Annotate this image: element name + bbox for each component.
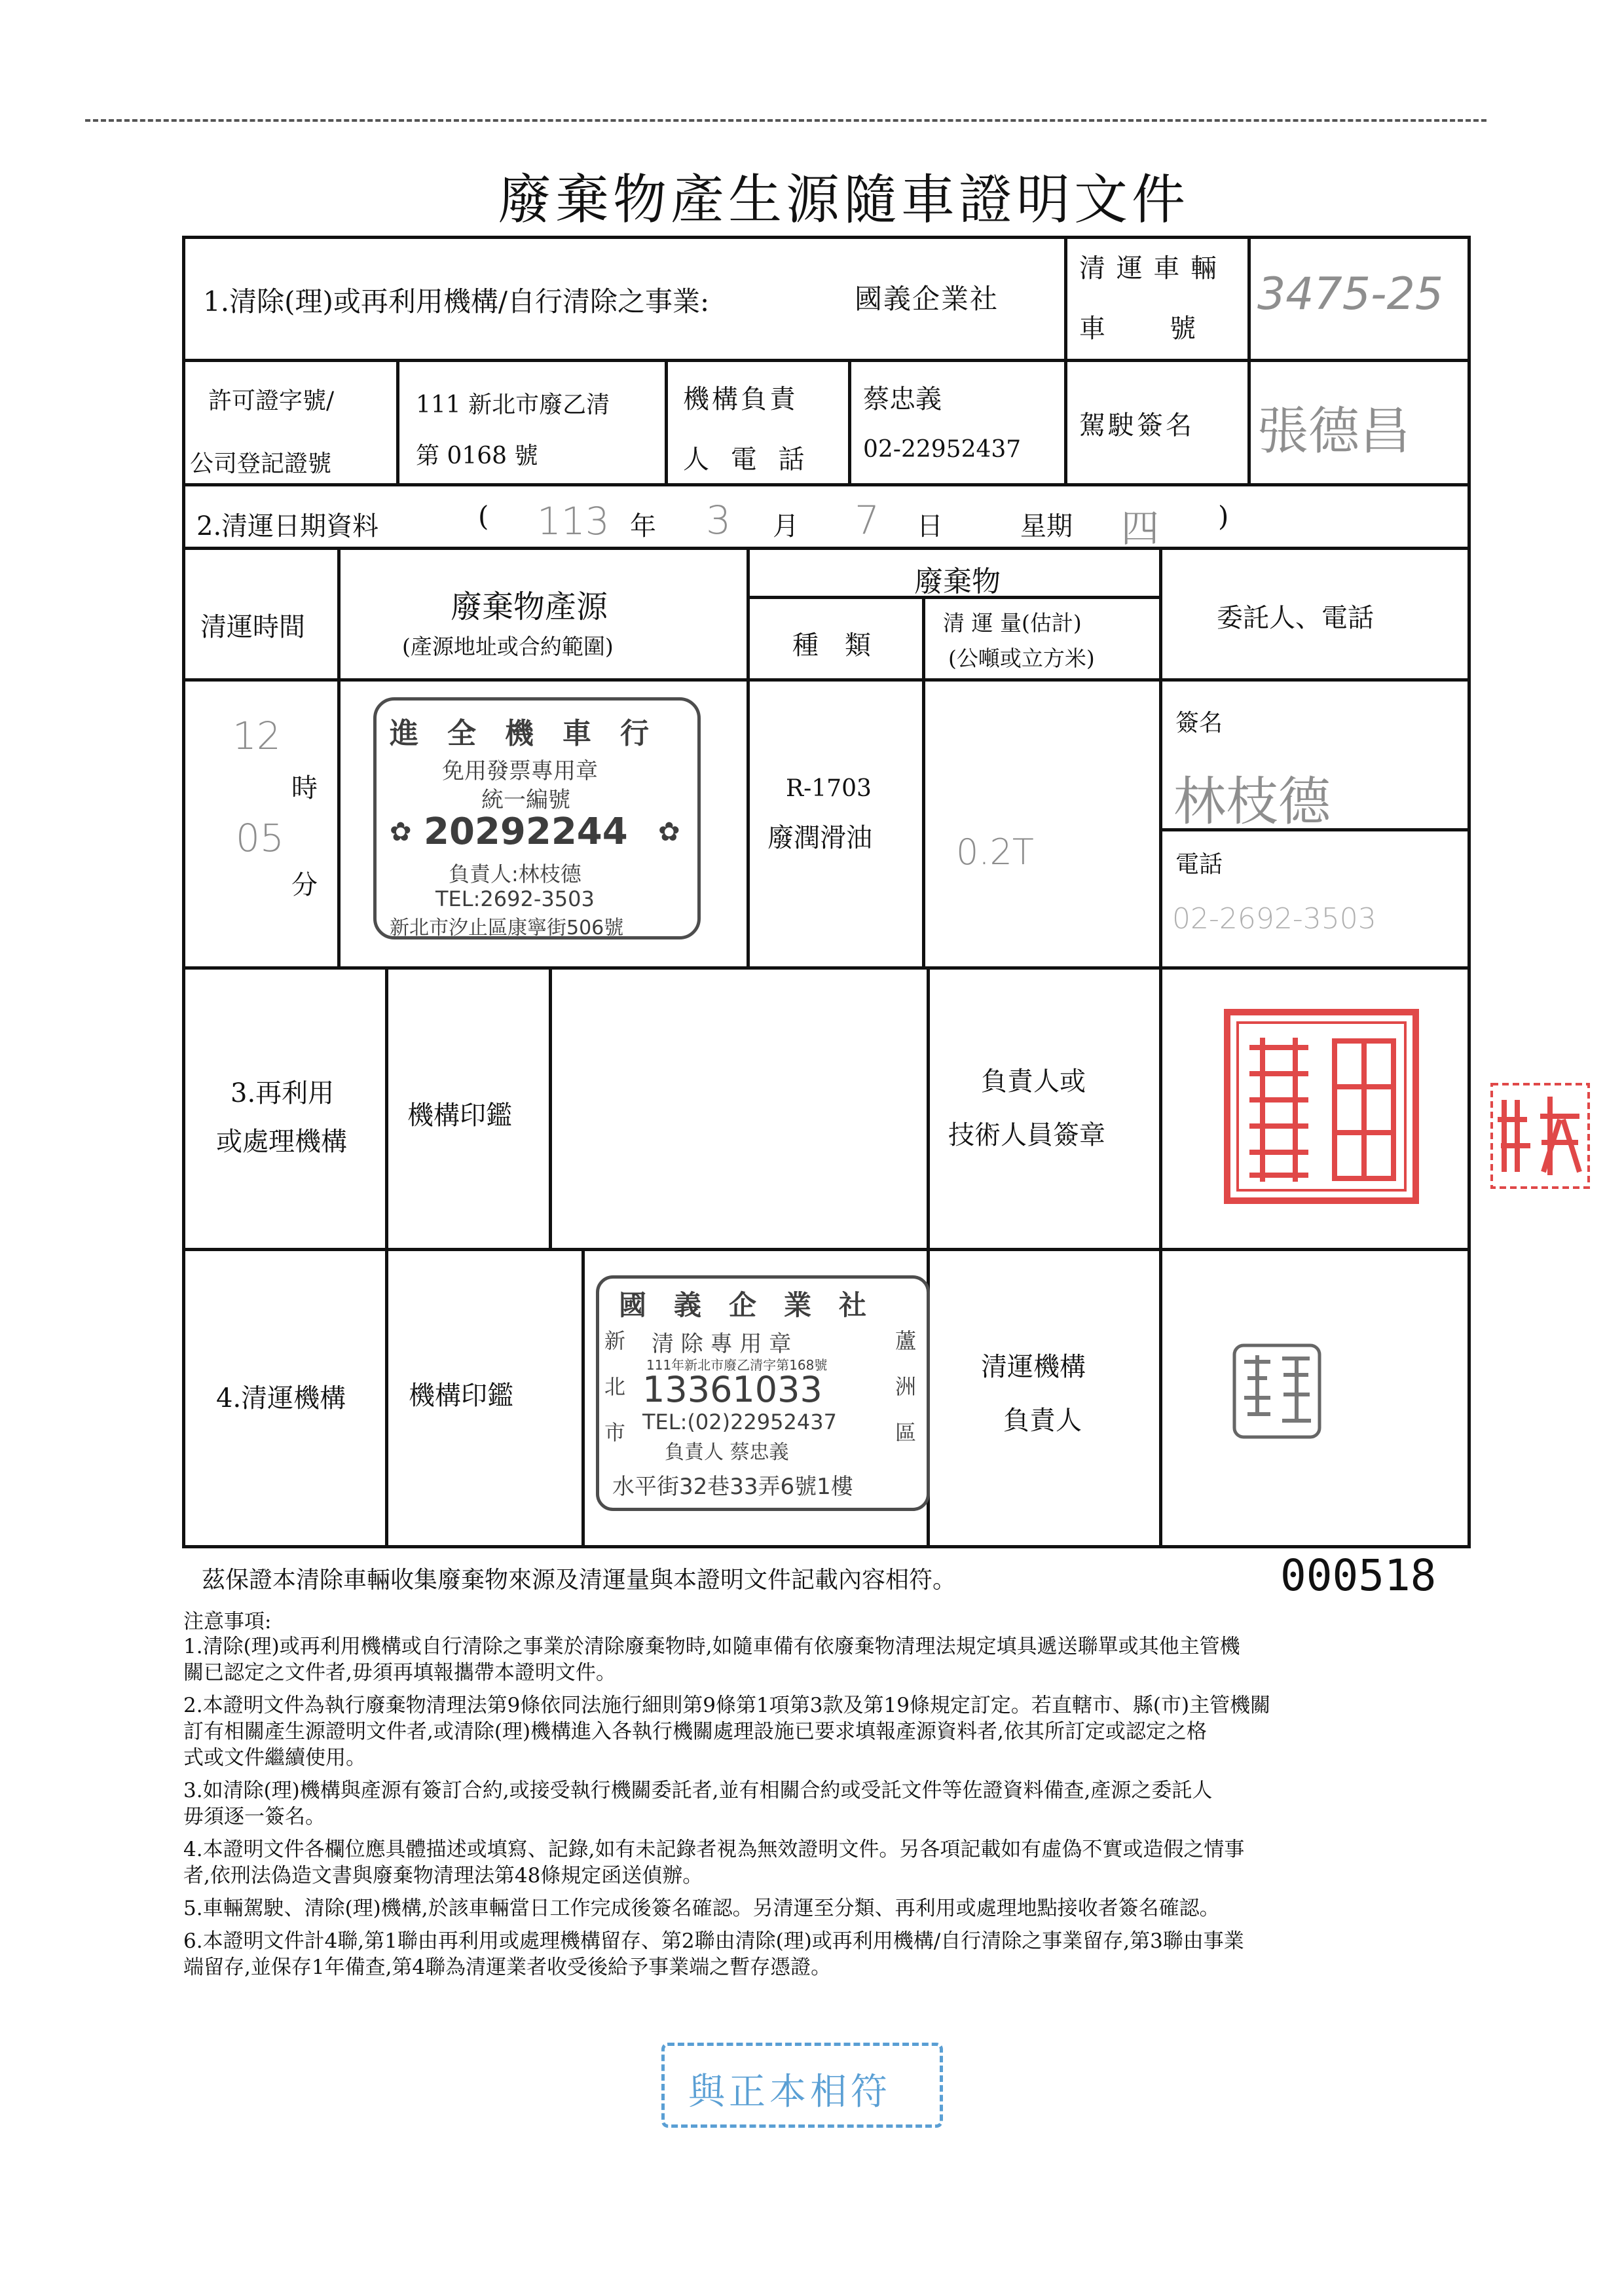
- time-minute-unit: 分: [291, 870, 318, 900]
- date-weekday-label: 星期: [1020, 511, 1073, 541]
- note-line: 訂有相關產生源證明文件者,或清除(理)機構進入各執行機關處理設施已要求填報產源資料者,依其所訂定或認定之格: [183, 1720, 1207, 1743]
- owner-phone: 02-22952437: [863, 436, 1022, 463]
- note-line: 6.本證明文件計4聯,第1聯由再利用或處理機構留存、第2聯由清除(理)或再利用機構/自行清除之事業留存,第3聯由事業: [183, 1929, 1244, 1953]
- vehicle-number: 3475-25: [1257, 268, 1444, 320]
- col-waste-header: 廢棄物: [914, 565, 1001, 598]
- gray-owner-seal: [1231, 1342, 1323, 1440]
- client-signature: 林枝德: [1173, 771, 1331, 832]
- date-year-unit: 年: [630, 511, 656, 541]
- section4-owner-label-1: 清運機構: [981, 1352, 1086, 1382]
- section3-seal-label: 機構印鑑: [407, 1101, 512, 1131]
- company-name: 國義企業社: [855, 283, 999, 315]
- red-square-seal: [1223, 1008, 1420, 1205]
- license-number-2: 第 0168 號: [416, 443, 538, 469]
- client-sign-label: 簽名: [1175, 710, 1223, 737]
- time-minute: 05: [236, 816, 284, 860]
- guarantee-statement: 茲保證本清除車輛收集廢棄物來源及清運量與本證明文件記載內容相符。: [202, 1567, 957, 1594]
- waste-name: 廢潤滑油: [767, 823, 872, 853]
- date-day-unit: 日: [917, 511, 943, 541]
- note-line: 者,依刑法偽造文書與廢棄物清理法第48條規定函送偵辦。: [183, 1864, 703, 1887]
- license-number-1: 111 新北市廢乙清: [416, 392, 610, 418]
- note-line: 關已認定之文件者,毋須再填報攜帶本證明文件。: [183, 1661, 616, 1685]
- col-client-header: 委託人、電話: [1217, 603, 1374, 633]
- driver-label: 駕駛簽名: [1079, 410, 1194, 441]
- time-hour: 12: [232, 714, 281, 758]
- owner-label-1: 機構負責: [683, 384, 798, 414]
- time-hour-unit: 時: [291, 773, 318, 803]
- vehicle-label-2: 車 號: [1079, 314, 1200, 344]
- section4-seal-label: 機構印鑑: [409, 1381, 513, 1411]
- note-line: 4.本證明文件各欄位應具體描述或填寫、記錄,如有未記錄者視為無效證明文件。另各項記載如有虛偽不實或造假之情事: [183, 1838, 1245, 1861]
- vehicle-label-1: 清 運 車 輛: [1079, 253, 1219, 283]
- section4-owner-label-2: 負責人: [1003, 1406, 1082, 1436]
- section4-label: 4.清運機構: [216, 1383, 346, 1413]
- waste-amount: 0.2T: [956, 831, 1034, 873]
- section3-label-2: 或處理機構: [216, 1127, 347, 1157]
- driver-signature: 張德昌: [1257, 402, 1411, 461]
- license-label-2: 公司登記證號: [190, 450, 332, 477]
- source-company-stamp: 進 全 機 車 行 免用發票專用章 統一編號 20292244 ✿ ✿ 負責人:林枝德 TEL:2692-3503 新北市汐止區康寧街506號: [373, 697, 701, 939]
- date-year: 113: [537, 499, 610, 543]
- col-amount-subheader: (公噸或立方米): [948, 646, 1095, 671]
- client-phone: 02-2692-3503: [1172, 902, 1376, 936]
- transport-company-stamp: 國 義 企 業 社 清 除 專 用 章 111年新北市廢乙清字第168號 13361033 TEL:(02)22952437 負責人 蔡忠義 水平街32巷33弄6號1樓 新 北 市 蘆 洲 區: [596, 1275, 930, 1511]
- waste-code: R-1703: [786, 775, 872, 802]
- note-line: 式或文件繼續使用。: [183, 1746, 366, 1770]
- client-phone-label: 電話: [1175, 851, 1223, 878]
- col-source-header: 廢棄物產源: [451, 589, 608, 625]
- date-weekday: 四: [1121, 506, 1160, 551]
- col-time-header: 清運時間: [200, 612, 305, 642]
- note-line: 5.車輛駕駛、清除(理)機構,於該車輛當日工作完成後簽名確認。另清運至分類、再利用或處理地點接收者簽名確認。: [183, 1897, 1220, 1920]
- certified-copy-stamp: 與正本相符: [661, 2043, 943, 2128]
- owner-label-2: 人 電 話: [683, 445, 811, 475]
- document-title: 廢棄物產生源隨車證明文件: [498, 169, 1190, 231]
- col-amount-header: 清 運 量(估計): [943, 610, 1082, 636]
- note-line: 2.本證明文件為執行廢棄物清理法第9條依同法施行細則第9條第1項第3款及第19條規定訂定。若直轄市、縣(市)主管機關: [183, 1694, 1271, 1717]
- section3-signer-label-1: 負責人或: [981, 1066, 1086, 1097]
- serial-number: 000518: [1280, 1550, 1437, 1601]
- date-month: 3: [706, 498, 731, 543]
- notes-header: 注意事項:: [183, 1610, 272, 1633]
- note-line: 毋須逐一簽名。: [183, 1805, 325, 1829]
- stamp-flower-icon-left: ✿: [390, 817, 412, 847]
- date-label: 2.清運日期資料: [196, 511, 379, 541]
- date-day: 7: [855, 498, 880, 543]
- date-month-unit: 月: [773, 511, 799, 541]
- top-dashed-border: [85, 119, 1486, 122]
- note-line: 3.如清除(理)機構與產源有簽訂合約,或接受執行機關委託者,並有相關合約或受託文件等佐證資料備查,產源之委託人: [183, 1779, 1213, 1802]
- stamp-flower-icon-right: ✿: [658, 817, 680, 847]
- section1-label: 1.清除(理)或再利用機構/自行清除之事業:: [203, 285, 710, 318]
- owner-name: 蔡忠義: [863, 384, 942, 414]
- date-close-paren: ): [1218, 500, 1229, 532]
- col-source-subheader: (產源地址或合約範圍): [402, 634, 614, 659]
- red-small-seal: [1488, 1080, 1593, 1192]
- section3-signer-label-2: 技術人員簽章: [948, 1120, 1105, 1150]
- note-line: 1.清除(理)或再利用機構或自行清除之事業於清除廢棄物時,如隨車備有依廢棄物清理法規定填具遞送聯單或其他主管機: [183, 1635, 1240, 1658]
- date-open-paren: (: [478, 500, 489, 532]
- license-label-1: 許可證字號/: [208, 388, 335, 414]
- col-type-header: 種 類: [792, 630, 871, 661]
- section3-label-1: 3.再利用: [231, 1078, 335, 1108]
- note-line: 端留存,並保存1年備查,第4聯為清運業者收受後給予事業端之暫存憑證。: [183, 1956, 832, 1979]
